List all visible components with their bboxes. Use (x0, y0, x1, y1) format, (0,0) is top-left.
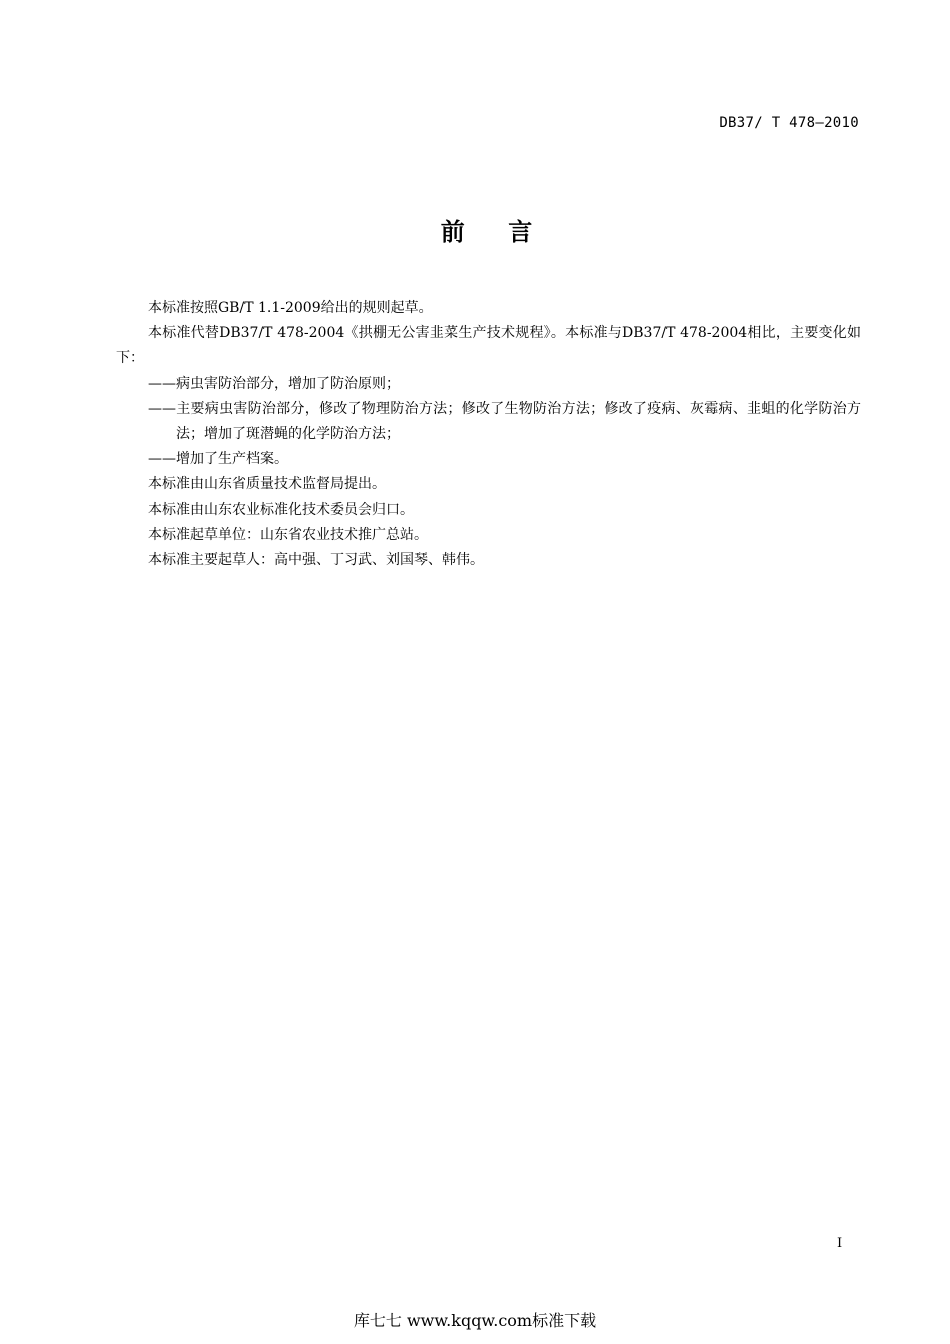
paragraph-drafters: 本标准主要起草人：高中强、丁习武、刘国琴、韩伟。 (148, 552, 484, 569)
download-watermark: 库七七 www.kqqw.com标准下载 (353, 1311, 597, 1330)
change-item-prevention-principle: ——病虫害防治部分，增加了防治原则； (148, 375, 400, 392)
paragraph-drafting-rules: 本标准按照GB/T 1.1-2009给出的规则起草。 (148, 300, 433, 316)
page-title: 前 言 (440, 218, 535, 246)
page-number: I (837, 1236, 843, 1251)
paragraph-replacement: 本标准代替DB37/T 478-2004《拱棚无公害韭菜生产技术规程》。本标准与DB37/T 478-2004相比，主要变化如下： (116, 325, 861, 367)
paragraph-proposed-by: 本标准由山东省质量技术监督局提出。 (148, 476, 386, 493)
paragraph-drafting-unit: 本标准起草单位：山东省农业技术推广总站。 (148, 526, 428, 543)
paragraph-centralized-by: 本标准由山东农业标准化技术委员会归口。 (148, 501, 414, 518)
standard-code: DB37/ T 478—2010 (719, 115, 859, 131)
change-item-production-records: ——增加了生产档案。 (148, 451, 288, 468)
foreword-body (116, 296, 861, 573)
change-item-control-methods: ——主要病虫害防治部分，修改了物理防治方法；修改了生物防治方法；修改了疫病、灰霉病、韭蛆的化学防治方法；增加了斑潜蝇的化学防治方法； (148, 400, 861, 443)
